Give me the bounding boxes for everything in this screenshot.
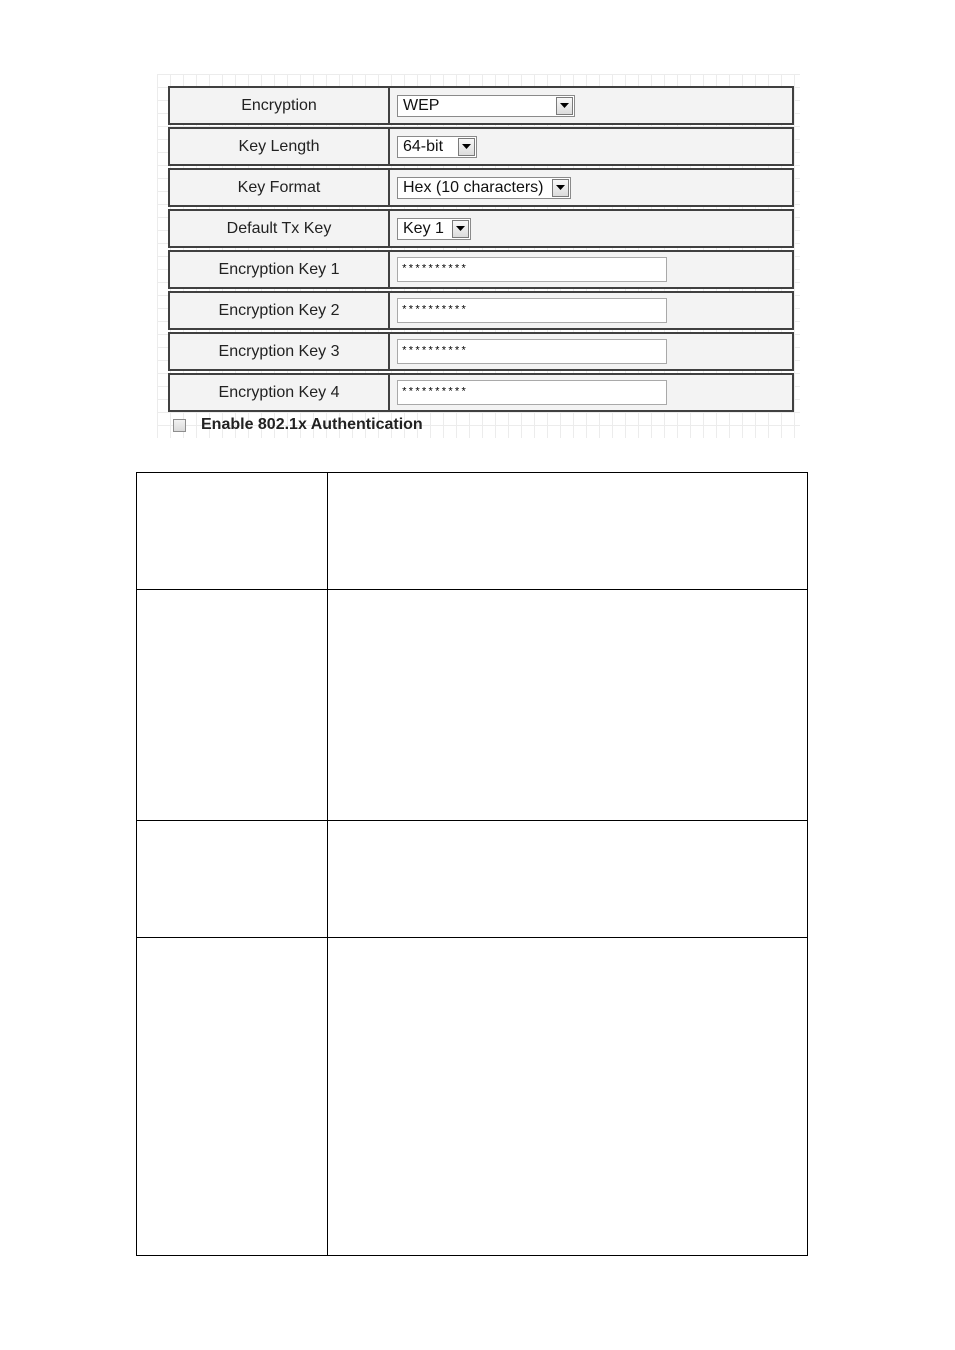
encryption-select[interactable] <box>397 95 575 117</box>
checkbox-icon[interactable] <box>173 419 186 432</box>
enable-8021x-label: Enable 802.1x Authentication <box>201 416 423 433</box>
key-format-label: Key Format <box>170 170 390 205</box>
chevron-down-icon[interactable] <box>552 179 569 197</box>
encryption-row <box>168 86 794 125</box>
table-cell <box>328 938 808 1256</box>
encryption-key-4-label: Encryption Key 4 <box>170 375 390 410</box>
encryption-key-3-row <box>168 332 794 371</box>
encryption-key-2-row <box>168 291 794 330</box>
encryption-key-1-row <box>168 250 794 289</box>
table-row <box>137 473 808 590</box>
encryption-key-1-label: Encryption Key 1 <box>170 252 390 287</box>
table-cell <box>137 473 328 590</box>
table-cell <box>328 590 808 821</box>
table-cell <box>328 473 808 590</box>
table-row <box>137 821 808 938</box>
table-cell <box>137 821 328 938</box>
chevron-down-icon[interactable] <box>452 220 469 238</box>
table-cell <box>328 821 808 938</box>
chevron-down-icon[interactable] <box>556 97 573 115</box>
table-cell <box>137 938 328 1256</box>
description-table <box>136 472 808 1256</box>
encryption-key-3-input[interactable] <box>397 339 667 364</box>
default-tx-key-select[interactable] <box>397 218 471 240</box>
key-format-select[interactable] <box>397 177 571 199</box>
default-tx-key-value: Key 1 <box>403 219 444 237</box>
wep-settings-table <box>168 86 794 414</box>
key-length-row <box>168 127 794 166</box>
encryption-key-4-input[interactable] <box>397 380 667 405</box>
key-length-value: 64-bit <box>403 137 444 155</box>
key-length-label: Key Length <box>170 129 390 164</box>
default-tx-key-row <box>168 209 794 248</box>
encryption-key-3-label: Encryption Key 3 <box>170 334 390 369</box>
table-row <box>137 938 808 1256</box>
key-format-row <box>168 168 794 207</box>
encryption-key-2-input[interactable] <box>397 298 667 323</box>
enable-8021x-option[interactable] <box>173 416 423 434</box>
table-cell <box>137 590 328 821</box>
encryption-key-1-input[interactable] <box>397 257 667 282</box>
encryption-key-4-row <box>168 373 794 412</box>
table-row <box>137 590 808 821</box>
default-tx-key-label: Default Tx Key <box>170 211 390 246</box>
encryption-label: Encryption <box>170 88 390 123</box>
encryption-key-2-label: Encryption Key 2 <box>170 293 390 328</box>
key-length-select[interactable] <box>397 136 477 158</box>
chevron-down-icon[interactable] <box>458 138 475 156</box>
encryption-value: WEP <box>403 96 440 114</box>
key-format-value: Hex (10 characters) <box>403 178 544 196</box>
